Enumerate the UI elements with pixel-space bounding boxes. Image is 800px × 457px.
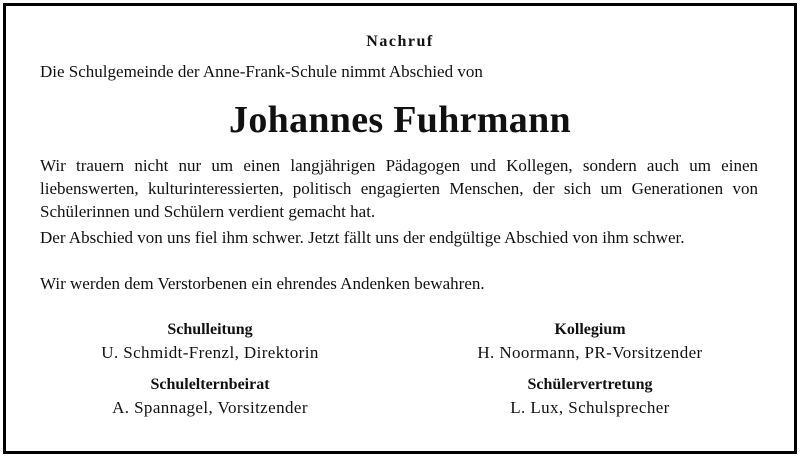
signature-title: Kollegium (554, 321, 626, 338)
signature-schuelervertretung (390, 374, 790, 419)
signature-name: H. Noormann, PR-Vorsitzender (477, 343, 703, 362)
signature-title: Schulleitung (167, 321, 253, 338)
signature-title: Schülervertretung (527, 376, 653, 393)
signature-name: A. Spannagel, Vorsitzender (112, 398, 308, 417)
heading-nachruf: Nachruf (366, 33, 434, 50)
signature-title: Schulelternbeirat (150, 376, 270, 393)
signature-name: U. Schmidt-Frenzl, Direktorin (101, 343, 319, 362)
signature-kollegium (390, 319, 790, 364)
paragraph-tribute: Wir trauern nicht nur um einen langjährigen Pädagogen und Kollegen, sondern auch um einen liebenswerten, kulturinteressierten, politisch engagierten Menschen, der sich um Generationen von Schülerinnen und Schülern verdient gemacht hat. (40, 156, 758, 221)
signature-name: L. Lux, Schulsprecher (510, 398, 670, 417)
deceased-name: Johannes Fuhrmann (229, 99, 571, 141)
signature-schulleitung (10, 319, 410, 364)
intro-line: Die Schulgemeinde der Anne-Frank-Schule nimmt Abschied von (40, 62, 483, 81)
signature-schulelternbeirat (10, 374, 410, 419)
paragraph-remembrance: Wir werden dem Verstorbenen ein ehrendes Andenken bewahren. (40, 274, 485, 293)
paragraph-farewell: Der Abschied von uns fiel ihm schwer. Jetzt fällt uns der endgültige Abschied von ihm schwer. (40, 228, 685, 247)
